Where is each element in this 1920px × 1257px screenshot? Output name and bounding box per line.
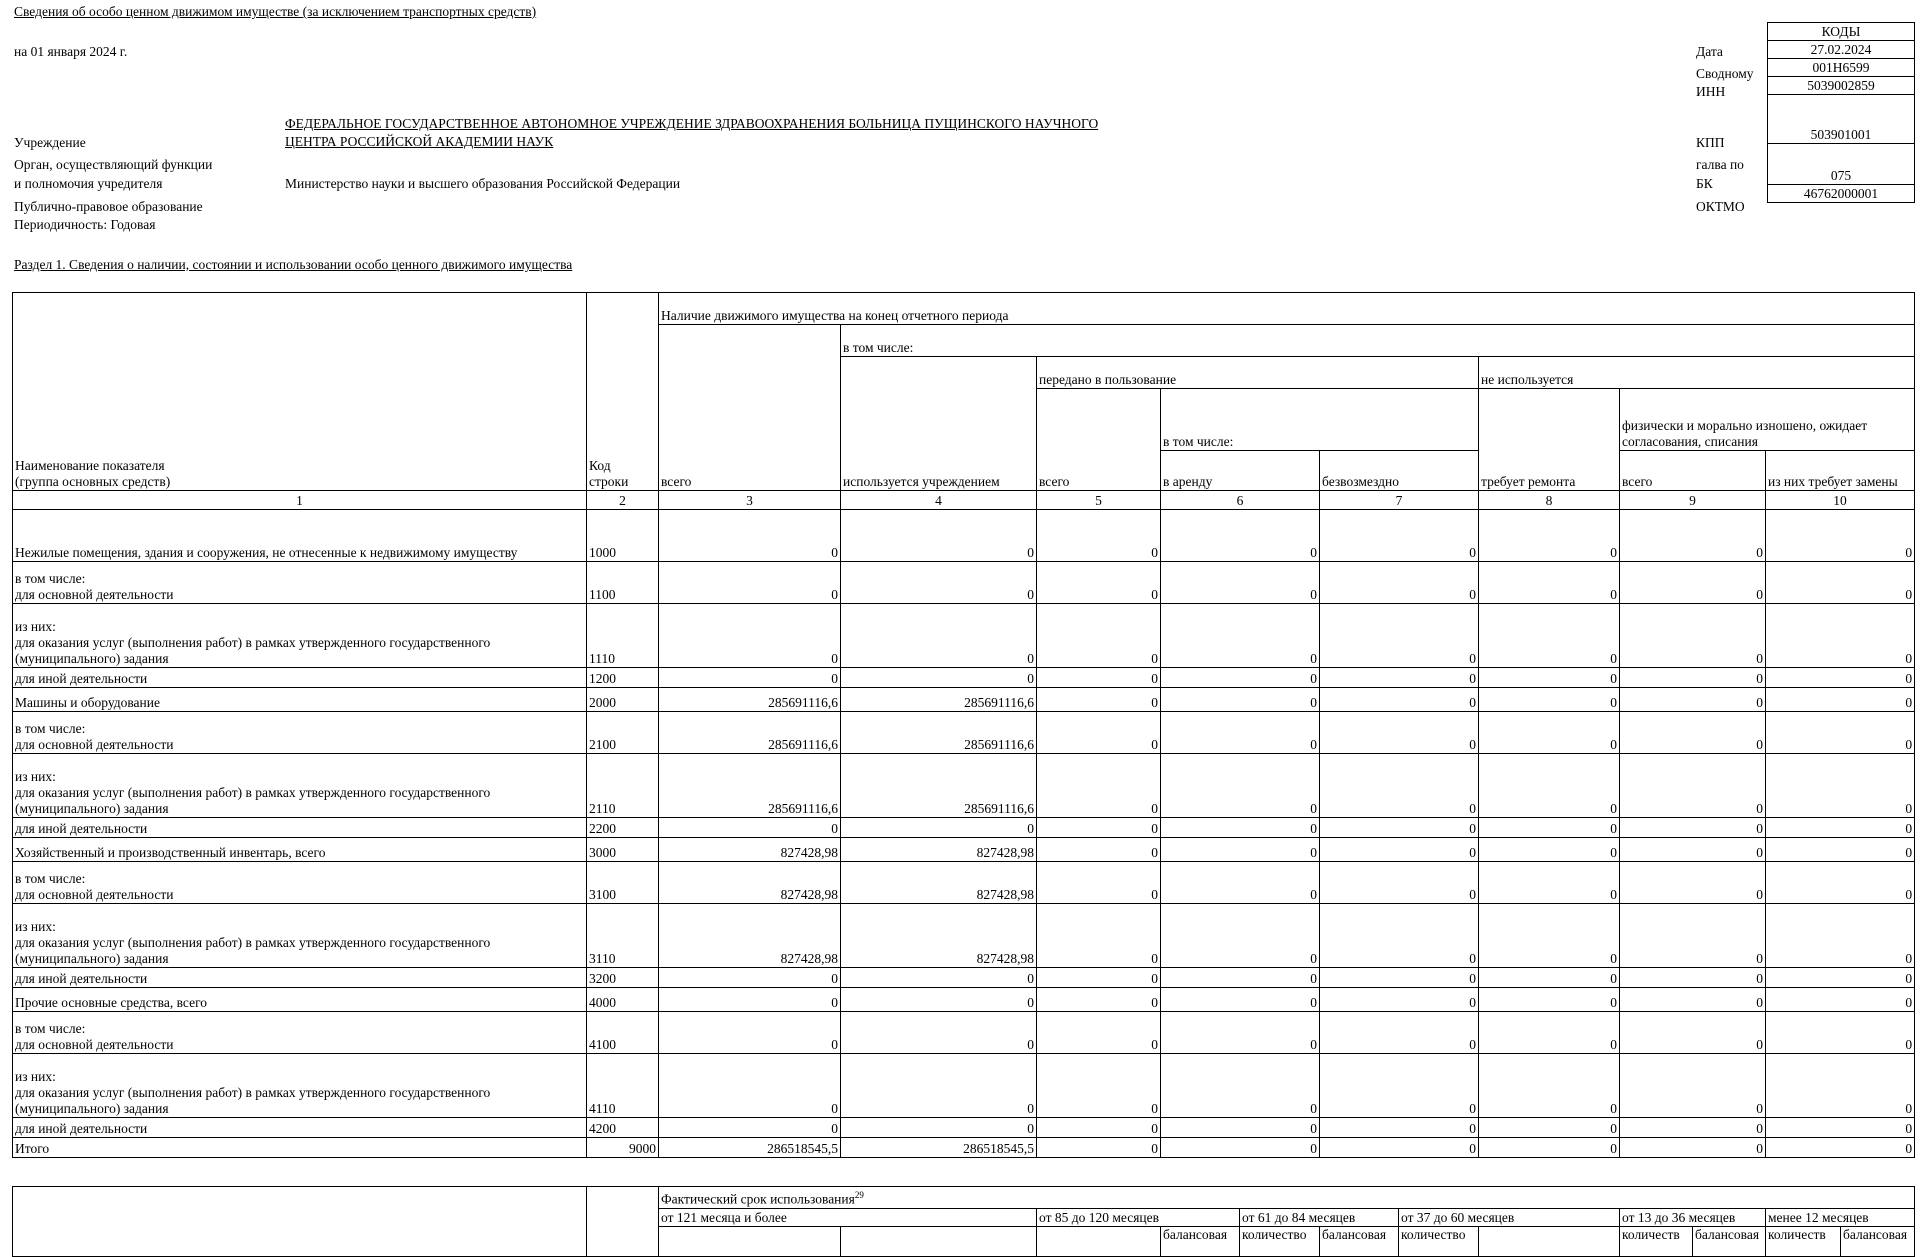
row-value: 0 [1766, 712, 1915, 754]
header-not-used: не используется [1479, 357, 1915, 389]
section-title: Раздел 1. Сведения о наличии, состоянии и использовании особо ценного движимого имущества [14, 257, 573, 272]
row-value: 285691116,6 [841, 688, 1037, 712]
row-code: 2200 [587, 818, 659, 838]
row-value: 285691116,6 [841, 712, 1037, 754]
row-value: 0 [1620, 904, 1766, 968]
codes-box [1767, 22, 1915, 203]
header-worn: физически и морально изношено, ожидает согласования, списания [1620, 389, 1915, 451]
table-row [13, 688, 1915, 712]
row-value: 0 [1320, 1012, 1479, 1054]
row-name: в том числе: для основной деятельности [13, 862, 587, 904]
row-value: 0 [1037, 838, 1161, 862]
row-code: 4200 [587, 1118, 659, 1138]
row-value: 0 [1161, 668, 1320, 688]
row-value: 0 [1479, 968, 1620, 988]
row-value: 0 [1161, 712, 1320, 754]
row-value: 827428,98 [659, 904, 841, 968]
column-numbers-row [13, 491, 1915, 510]
row-value: 0 [1161, 688, 1320, 712]
table-row [13, 604, 1915, 668]
row-value: 0 [1766, 510, 1915, 562]
t2-header-85: от 85 до 120 месяцев [1037, 1208, 1240, 1226]
row-value: 0 [1037, 904, 1161, 968]
row-value: 286518545,5 [659, 1138, 841, 1158]
column-number: 2 [587, 491, 659, 510]
row-value: 0 [841, 1012, 1037, 1054]
t2-name-cell [13, 1187, 587, 1257]
row-name: Хозяйственный и производственный инвентарь, всего [13, 838, 587, 862]
row-code: 3200 [587, 968, 659, 988]
row-value: 285691116,6 [659, 688, 841, 712]
row-value: 0 [1620, 754, 1766, 818]
row-value: 0 [1620, 838, 1766, 862]
row-value: 0 [1766, 688, 1915, 712]
row-code: 3100 [587, 862, 659, 904]
row-value: 0 [1620, 862, 1766, 904]
row-value: 0 [1161, 904, 1320, 968]
row-value: 0 [1320, 1138, 1479, 1158]
t2-header-61: от 61 до 84 месяцев [1240, 1208, 1399, 1226]
row-name: из них: для оказания услуг (выполнения работ) в рамках утвержденного государственного (муниципального) задания [13, 754, 587, 818]
codes-glava-label-2: БК [1696, 176, 1713, 191]
row-value: 0 [1620, 604, 1766, 668]
row-value: 0 [1620, 1118, 1766, 1138]
table-row [13, 968, 1915, 988]
row-value: 0 [841, 968, 1037, 988]
row-value: 0 [659, 668, 841, 688]
codes-inn-label: ИНН [1696, 84, 1726, 99]
row-value: 0 [1766, 1012, 1915, 1054]
t2-sub-bal: балансовая [1320, 1226, 1399, 1256]
row-code: 4100 [587, 1012, 659, 1054]
row-value: 827428,98 [841, 838, 1037, 862]
table-row [13, 668, 1915, 688]
row-name: из них: для оказания услуг (выполнения работ) в рамках утвержденного государственного (муниципального) задания [13, 604, 587, 668]
periodicity: Периодичность: Годовая [14, 217, 156, 232]
codes-date-label: Дата [1696, 44, 1723, 59]
row-name: в том числе: для основной деятельности [13, 712, 587, 754]
row-value: 827428,98 [841, 904, 1037, 968]
header-free: безвозмездно [1320, 451, 1479, 491]
row-value: 0 [1479, 862, 1620, 904]
row-value: 0 [1320, 988, 1479, 1012]
founder-label-1: Орган, осуществляющий функции [14, 157, 213, 172]
header-including-2: в том числе: [1161, 389, 1479, 451]
t2-header-actual: Фактический срок использования$^{29}$ [659, 1187, 1915, 1209]
codes-svod-label: Сводному [1696, 66, 1754, 81]
row-value: 0 [1766, 862, 1915, 904]
row-value: 0 [1037, 562, 1161, 604]
row-code: 4110 [587, 1054, 659, 1118]
row-name: для иной деятельности [13, 668, 587, 688]
row-value: 0 [1161, 754, 1320, 818]
report-date: на 01 января 2024 г. [14, 44, 128, 59]
row-value: 0 [1766, 1054, 1915, 1118]
row-value: 285691116,6 [659, 712, 841, 754]
t2-header-121: от 121 месяца и более [659, 1208, 1037, 1226]
table-row [13, 712, 1915, 754]
row-value: 0 [1766, 604, 1915, 668]
header-repair: требует ремонта [1479, 389, 1620, 491]
usage-period-table [12, 1186, 1915, 1257]
row-value: 0 [1766, 968, 1915, 988]
column-number: 3 [659, 491, 841, 510]
table-row [13, 1138, 1915, 1158]
row-name: для иной деятельности [13, 968, 587, 988]
column-number: 4 [841, 491, 1037, 510]
row-value: 0 [841, 1054, 1037, 1118]
row-name: Прочие основные средства, всего [13, 988, 587, 1012]
table-row [13, 1054, 1915, 1118]
row-value: 0 [659, 818, 841, 838]
codes-date-value: 27.02.2024 [1768, 41, 1915, 59]
codes-svod-value: 001Н6599 [1768, 59, 1915, 77]
row-value: 0 [659, 1118, 841, 1138]
row-name: для иной деятельности [13, 1118, 587, 1138]
row-value: 0 [841, 562, 1037, 604]
table-row [13, 862, 1915, 904]
row-value: 0 [1479, 1138, 1620, 1158]
column-number: 8 [1479, 491, 1620, 510]
row-value: 0 [1037, 712, 1161, 754]
t2-header-12: менее 12 месяцев [1766, 1208, 1915, 1226]
t2-header-13: от 13 до 36 месяцев [1620, 1208, 1766, 1226]
row-code: 2110 [587, 754, 659, 818]
row-value: 0 [841, 1118, 1037, 1138]
row-value: 0 [1620, 1054, 1766, 1118]
header-name: Наименование показателя (группа основных средств) [13, 293, 587, 491]
codes-inn-value: 5039002859 [1768, 77, 1915, 95]
header-transferred-total: всего [1037, 389, 1161, 491]
row-value: 0 [1320, 754, 1479, 818]
row-value: 0 [1479, 818, 1620, 838]
row-name: из них: для оказания услуг (выполнения работ) в рамках утвержденного государственного (муниципального) задания [13, 1054, 587, 1118]
row-code: 3110 [587, 904, 659, 968]
row-value: 827428,98 [659, 838, 841, 862]
column-number: 9 [1620, 491, 1766, 510]
row-name: Нежилые помещения, здания и сооружения, не отнесенные к недвижимому имуществу [13, 510, 587, 562]
row-value: 285691116,6 [841, 754, 1037, 818]
row-value: 0 [1620, 712, 1766, 754]
header-availability: Наличие движимого имущества на конец отчетного периода [659, 293, 1915, 325]
row-value: 827428,98 [841, 862, 1037, 904]
header-code: Код строки [587, 293, 659, 491]
codes-kpp-value: 503901001 [1768, 95, 1915, 144]
row-value: 0 [1479, 688, 1620, 712]
t2-sub-bal: балансовая [1841, 1226, 1915, 1256]
row-value: 0 [1479, 1012, 1620, 1054]
row-value: 0 [1766, 562, 1915, 604]
row-value: 0 [659, 510, 841, 562]
row-value: 0 [1479, 1118, 1620, 1138]
t2-sub-bal: балансовая [1161, 1226, 1240, 1256]
row-value: 0 [1320, 904, 1479, 968]
row-value: 0 [1037, 818, 1161, 838]
column-number: 7 [1320, 491, 1479, 510]
row-code: 1100 [587, 562, 659, 604]
row-value: 0 [841, 510, 1037, 562]
row-value: 0 [1479, 1054, 1620, 1118]
row-value: 0 [1161, 968, 1320, 988]
t2-code-cell [587, 1187, 659, 1257]
row-code: 2000 [587, 688, 659, 712]
row-name: для иной деятельности [13, 818, 587, 838]
row-value: 0 [1320, 562, 1479, 604]
row-value: 0 [1766, 668, 1915, 688]
row-value: 0 [841, 988, 1037, 1012]
row-value: 0 [1037, 1138, 1161, 1158]
row-value: 0 [841, 668, 1037, 688]
row-code: 1000 [587, 510, 659, 562]
institution-label: Учреждение [14, 135, 86, 150]
row-value: 0 [1161, 510, 1320, 562]
row-value: 0 [1479, 754, 1620, 818]
row-value: 0 [1620, 988, 1766, 1012]
row-value: 0 [1320, 818, 1479, 838]
row-value: 0 [1320, 688, 1479, 712]
row-value: 0 [1766, 818, 1915, 838]
header-total: всего [659, 325, 841, 491]
codes-header: КОДЫ [1768, 23, 1915, 41]
t2-sub [841, 1226, 1037, 1256]
header-used: используется учреждением [841, 357, 1037, 491]
t2-sub [659, 1226, 841, 1256]
row-value: 0 [1479, 838, 1620, 862]
t2-sub [1037, 1226, 1161, 1256]
institution-name-line2: ЦЕНТРА РОССИЙСКОЙ АКАДЕМИИ НАУК [285, 134, 554, 149]
row-value: 0 [1620, 1138, 1766, 1158]
row-value: 0 [1037, 862, 1161, 904]
column-number: 1 [13, 491, 587, 510]
row-value: 0 [1161, 838, 1320, 862]
row-value: 0 [1037, 688, 1161, 712]
row-value: 0 [1620, 688, 1766, 712]
codes-oktmo-value: 46762000001 [1768, 185, 1915, 203]
row-value: 0 [1037, 754, 1161, 818]
row-value: 0 [1320, 668, 1479, 688]
founder-name: Министерство науки и высшего образования Российской Федерации [285, 176, 681, 191]
row-value: 0 [1320, 838, 1479, 862]
row-value: 0 [1620, 668, 1766, 688]
table-row [13, 1012, 1915, 1054]
t2-header-37: от 37 до 60 месяцев [1399, 1208, 1620, 1226]
row-value: 0 [841, 604, 1037, 668]
row-name: в том числе: для основной деятельности [13, 562, 587, 604]
row-value: 0 [1479, 510, 1620, 562]
row-value: 0 [1161, 562, 1320, 604]
founder-label-2: и полномочия учредителя [14, 176, 163, 191]
row-value: 0 [1479, 904, 1620, 968]
t2-sub-bal: балансовая [1693, 1226, 1766, 1256]
t2-sub [1479, 1226, 1620, 1256]
column-number: 5 [1037, 491, 1161, 510]
table-row [13, 988, 1915, 1012]
column-number: 6 [1161, 491, 1320, 510]
header-worn-total: всего [1620, 451, 1766, 491]
header-including: в том числе: [841, 325, 1915, 357]
row-value: 0 [1766, 1118, 1915, 1138]
row-value: 0 [1320, 510, 1479, 562]
t2-sub-qty: количеств [1766, 1226, 1841, 1256]
codes-glava-value: 075 [1768, 144, 1915, 185]
row-value: 0 [841, 818, 1037, 838]
row-value: 0 [1037, 1118, 1161, 1138]
row-value: 0 [1620, 510, 1766, 562]
row-value: 0 [1320, 862, 1479, 904]
row-value: 0 [1479, 604, 1620, 668]
row-code: 4000 [587, 988, 659, 1012]
row-value: 0 [659, 1054, 841, 1118]
row-value: 0 [1766, 988, 1915, 1012]
row-value: 0 [1320, 712, 1479, 754]
row-value: 0 [1161, 862, 1320, 904]
row-value: 0 [1161, 604, 1320, 668]
table-row [13, 510, 1915, 562]
row-value: 0 [1037, 968, 1161, 988]
row-name: Машины и оборудование [13, 688, 587, 712]
row-code: 1200 [587, 668, 659, 688]
row-value: 0 [659, 988, 841, 1012]
row-value: 0 [1620, 562, 1766, 604]
row-value: 0 [1320, 968, 1479, 988]
header-transferred: передано в пользование [1037, 357, 1479, 389]
row-code: 3000 [587, 838, 659, 862]
row-value: 0 [1037, 1054, 1161, 1118]
row-value: 285691116,6 [659, 754, 841, 818]
institution-name-line1: ФЕДЕРАЛЬНОЕ ГОСУДАРСТВЕННОЕ АВТОНОМНОЕ УЧРЕЖДЕНИЕ ЗДРАВООХРАНЕНИЯ БОЛЬНИЦА ПУЩИНСКОГО НАУЧНОГО [285, 116, 1099, 131]
row-code: 9000 [587, 1138, 659, 1158]
row-value: 0 [1766, 838, 1915, 862]
table-row [13, 1118, 1915, 1138]
row-value: 0 [1766, 904, 1915, 968]
table-row [13, 838, 1915, 862]
codes-kpp-label: КПП [1696, 135, 1725, 150]
row-value: 0 [659, 968, 841, 988]
row-value: 0 [1620, 818, 1766, 838]
row-value: 0 [1766, 1138, 1915, 1158]
column-number: 10 [1766, 491, 1915, 510]
codes-glava-label-1: галва по [1696, 157, 1744, 172]
row-value: 0 [1037, 668, 1161, 688]
row-value: 0 [659, 562, 841, 604]
table-row [13, 818, 1915, 838]
row-value: 0 [1320, 1054, 1479, 1118]
row-value: 0 [1479, 668, 1620, 688]
t2-sub-qty: количеств [1620, 1226, 1693, 1256]
row-value: 0 [1161, 1012, 1320, 1054]
row-value: 0 [1479, 562, 1620, 604]
codes-oktmo-label: ОКТМО [1696, 199, 1745, 214]
row-value: 0 [1037, 988, 1161, 1012]
row-code: 1110 [587, 604, 659, 668]
row-value: 286518545,5 [841, 1138, 1037, 1158]
table-row [13, 904, 1915, 968]
row-value: 827428,98 [659, 862, 841, 904]
public-entity-label: Публично-правовое образование [14, 199, 203, 214]
row-value: 0 [1037, 1012, 1161, 1054]
t2-sub-qty: количество [1240, 1226, 1320, 1256]
row-value: 0 [1161, 1118, 1320, 1138]
row-value: 0 [659, 1012, 841, 1054]
assets-table [12, 292, 1915, 1158]
row-value: 0 [659, 604, 841, 668]
row-value: 0 [1766, 754, 1915, 818]
t2-sub-qty: количество [1399, 1226, 1479, 1256]
row-name: в том числе: для основной деятельности [13, 1012, 587, 1054]
row-value: 0 [1037, 510, 1161, 562]
row-name: Итого [13, 1138, 587, 1158]
row-value: 0 [1161, 1138, 1320, 1158]
header-replace: из них требует замены [1766, 451, 1915, 491]
row-value: 0 [1161, 988, 1320, 1012]
table-row [13, 562, 1915, 604]
row-value: 0 [1479, 988, 1620, 1012]
row-value: 0 [1161, 1054, 1320, 1118]
table-row [13, 754, 1915, 818]
row-value: 0 [1161, 818, 1320, 838]
row-value: 0 [1037, 604, 1161, 668]
row-value: 0 [1620, 968, 1766, 988]
row-name: из них: для оказания услуг (выполнения работ) в рамках утвержденного государственного (муниципального) задания [13, 904, 587, 968]
row-value: 0 [1479, 712, 1620, 754]
form-title: Сведения об особо ценном движимом имуществе (за исключением транспортных средств) [14, 4, 537, 19]
row-value: 0 [1320, 604, 1479, 668]
row-value: 0 [1320, 1118, 1479, 1138]
row-value: 0 [1620, 1012, 1766, 1054]
header-rent: в аренду [1161, 451, 1320, 491]
row-code: 2100 [587, 712, 659, 754]
